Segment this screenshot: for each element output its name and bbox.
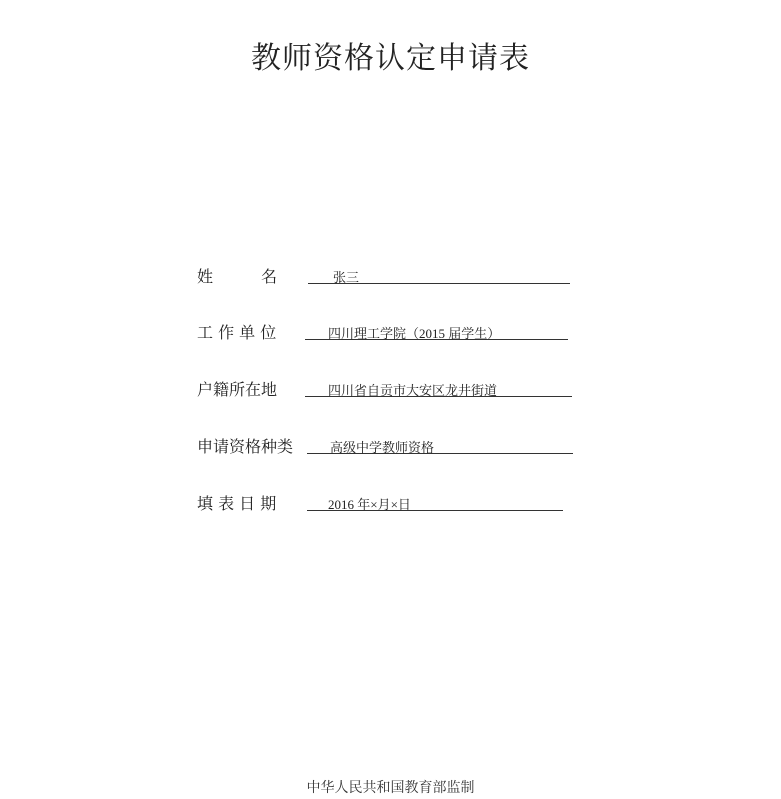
field-label-qualification-type: 申请资格种类 — [197, 437, 294, 456]
field-value-fill-date[interactable]: 2016 年×月×日 — [328, 497, 411, 512]
field-label-fill-date: 填 表 日 期 — [197, 494, 277, 513]
field-label-name: 姓 名 — [197, 267, 278, 286]
field-value-work-unit[interactable]: 四川理工学院（2015 届学生） — [328, 326, 501, 341]
field-label-household-registration: 户籍所在地 — [197, 380, 278, 399]
field-label-work-unit: 工 作 单 位 — [197, 323, 277, 342]
footer-issuer: 中华人民共和国教育部监制 — [306, 780, 475, 796]
field-value-name[interactable]: 张三 — [333, 270, 360, 285]
field-value-qualification-type[interactable]: 高级中学教师资格 — [330, 440, 435, 455]
field-value-household-registration[interactable]: 四川省自贡市大安区龙井街道 — [328, 383, 498, 398]
form-title: 教师资格认定申请表 — [251, 41, 530, 76]
